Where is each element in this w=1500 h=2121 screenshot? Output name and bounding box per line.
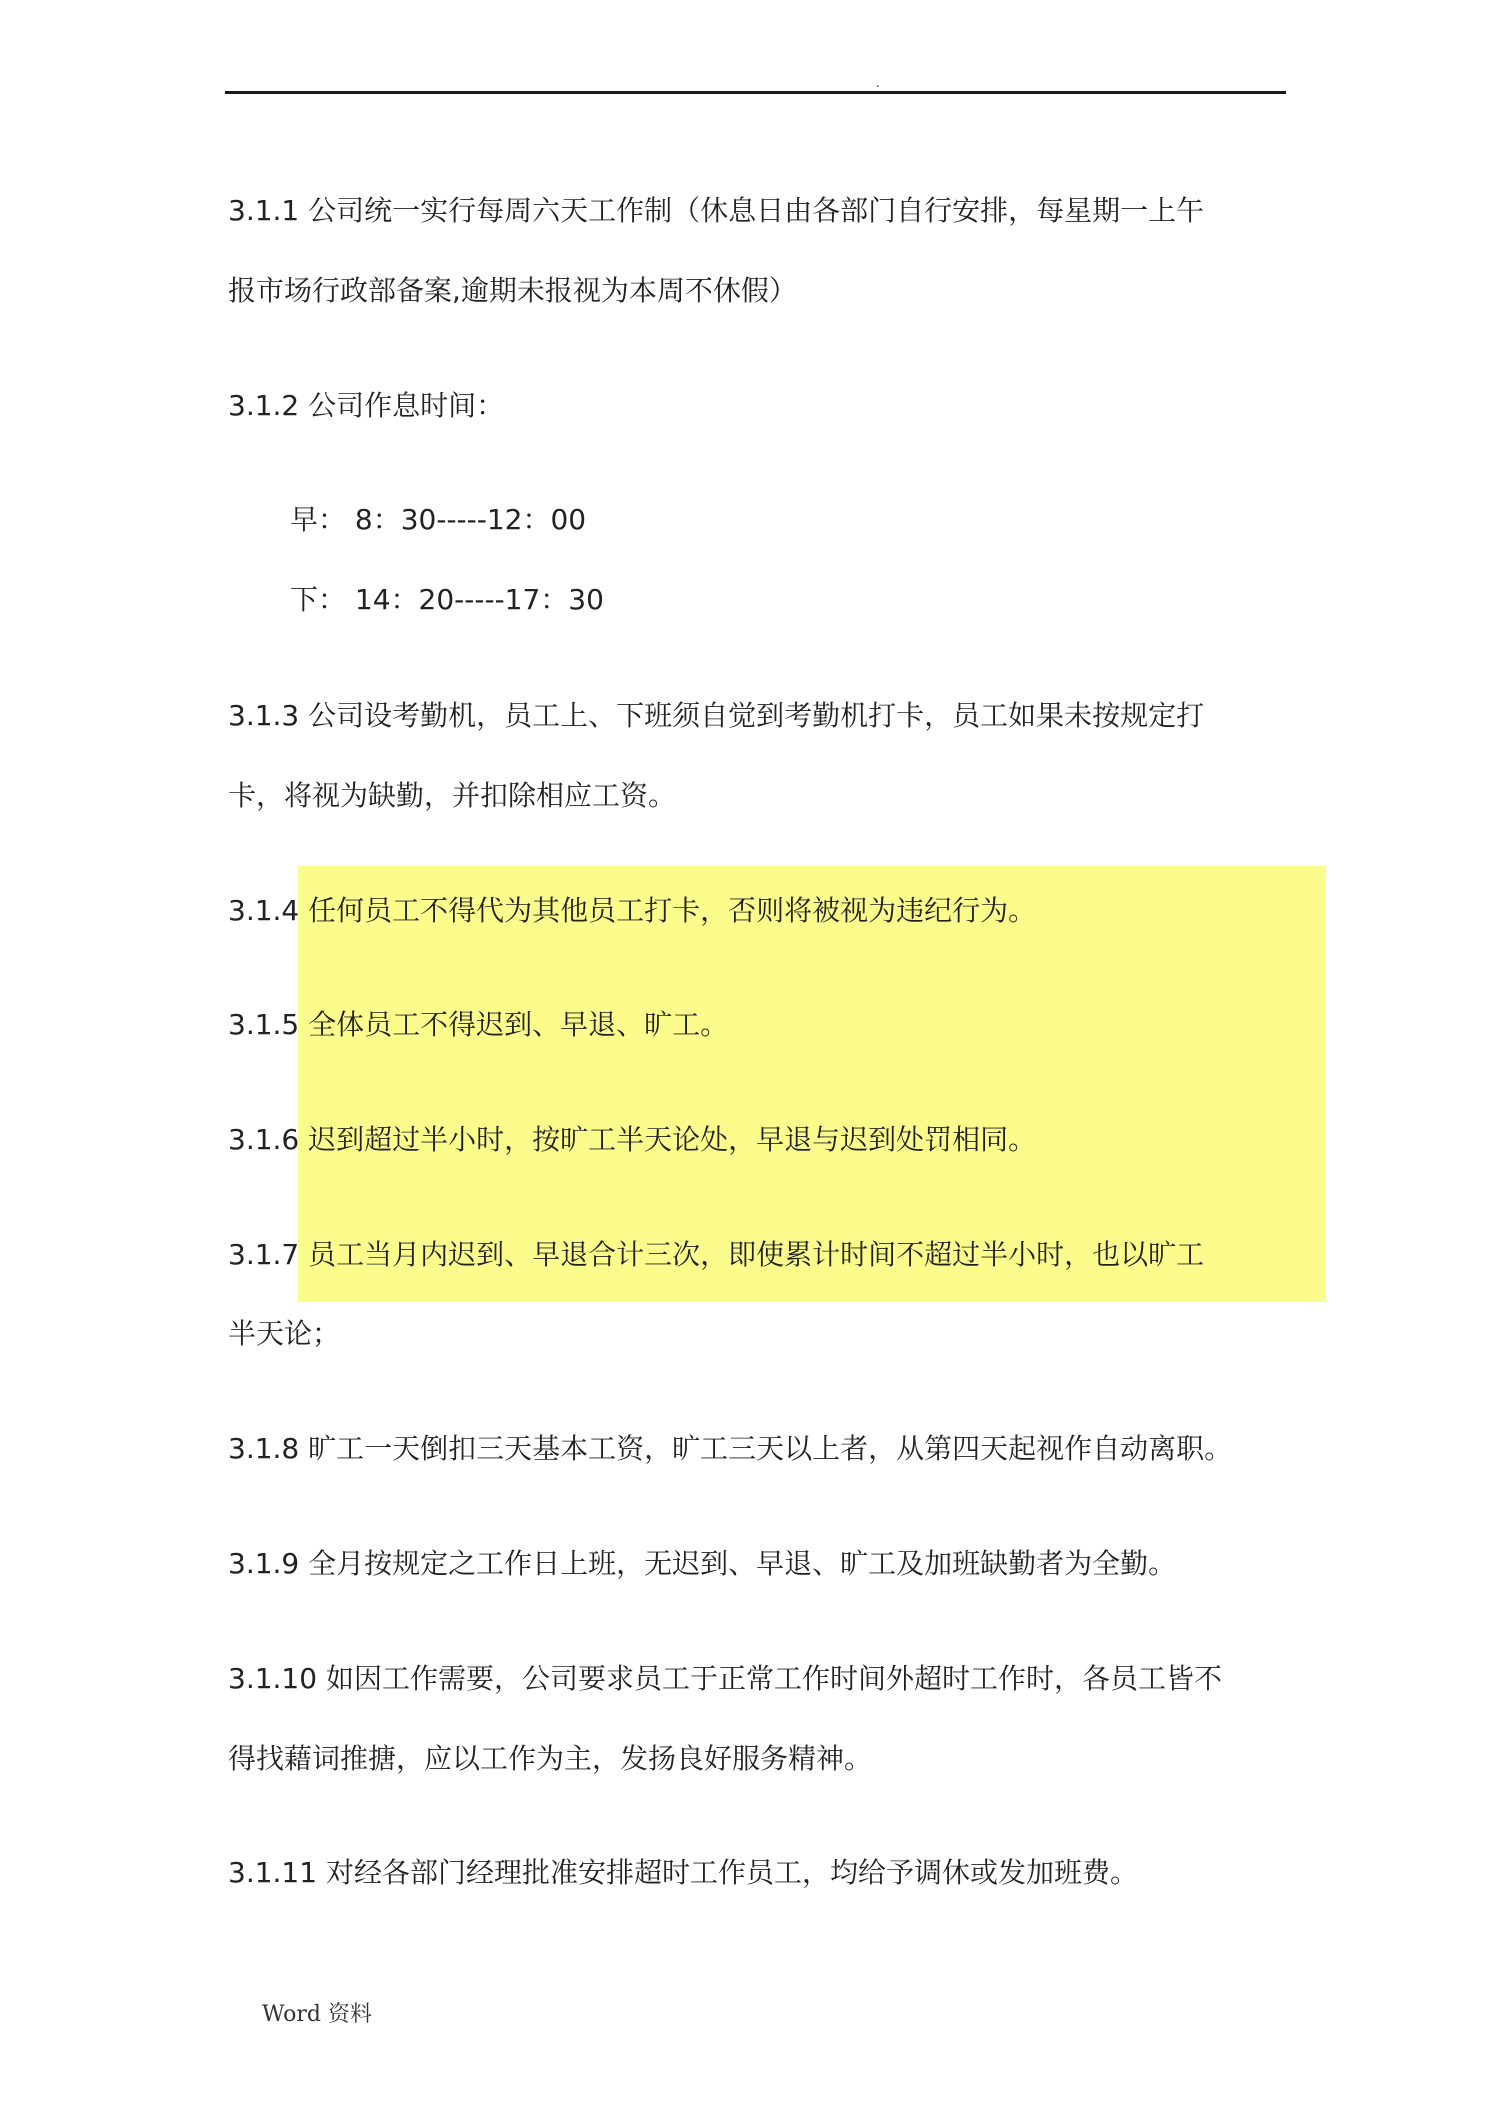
paragraph-3-1-2: 3.1.2 公司作息时间： — [228, 389, 505, 422]
paragraph-3-1-10-line-2: 得找藉词推搪，应以工作为主，发扬良好服务精神。 — [228, 1742, 873, 1775]
paragraph-3-1-1-line-1: 3.1.1 公司统一实行每周六天工作制（休息日由各部门自行安排，每星期一上午 — [228, 194, 1205, 227]
paragraph-3-1-9: 3.1.9 全月按规定之工作日上班，无迟到、早退、旷工及加班缺勤者为全勤。 — [228, 1547, 1177, 1580]
paragraph-3-1-3-line-1: 3.1.3 公司设考勤机，员工上、下班须自觉到考勤机打卡，员工如果未按规定打 — [228, 699, 1205, 732]
paragraph-3-1-10-line-1: 3.1.10 如因工作需要，公司要求员工于正常工作时间外超时工作时，各员工皆不 — [228, 1662, 1222, 1695]
paragraph-3-1-7-line-1: 3.1.7 员工当月内迟到、早退合计三次，即使累计时间不超过半小时，也以旷工 — [228, 1238, 1205, 1271]
paragraph-3-1-4: 3.1.4 任何员工不得代为其他员工打卡，否则将被视为违纪行为。 — [228, 894, 1037, 927]
header-rule — [225, 91, 1286, 94]
header-mark: . — [876, 76, 880, 90]
paragraph-3-1-3-line-2: 卡，将视为缺勤，并扣除相应工资。 — [228, 779, 677, 812]
schedule-afternoon: 下： 14：20-----17：30 — [290, 583, 604, 616]
footer-label: Word 资料 — [262, 2002, 372, 2027]
paragraph-3-1-7-line-2: 半天论； — [228, 1317, 341, 1350]
paragraph-3-1-8: 3.1.8 旷工一天倒扣三天基本工资，旷工三天以上者，从第四天起视作自动离职。 — [228, 1432, 1233, 1465]
paragraph-3-1-11: 3.1.11 对经各部门经理批准安排超时工作员工，均给予调休或发加班费。 — [228, 1856, 1138, 1889]
paragraph-3-1-1-line-2: 报市场行政部备案,逾期未报视为本周不休假） — [228, 274, 797, 307]
paragraph-3-1-6: 3.1.6 迟到超过半小时，按旷工半天论处，早退与迟到处罚相同。 — [228, 1123, 1037, 1156]
schedule-morning: 早： 8：30-----12：00 — [290, 503, 587, 536]
paragraph-3-1-5: 3.1.5 全体员工不得迟到、早退、旷工。 — [228, 1008, 729, 1041]
